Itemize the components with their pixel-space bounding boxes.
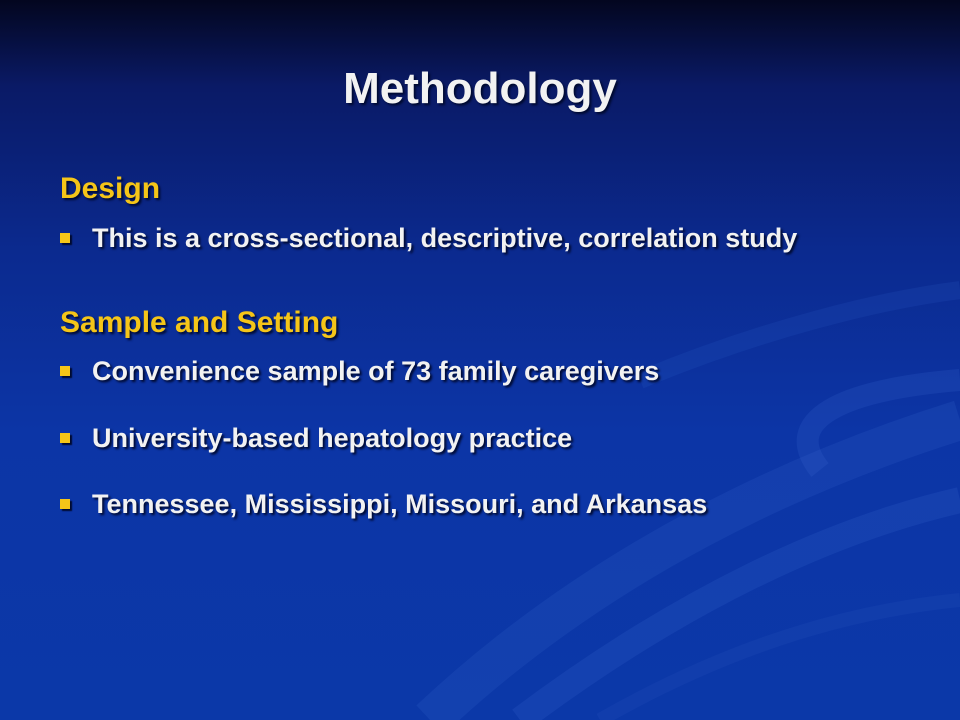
square-bullet-icon [60,366,70,376]
bullet-item [60,220,797,256]
bullet-text: Tennessee, Mississippi, Missouri, and Arkansas [92,488,708,519]
section-heading-design: Design [60,172,161,205]
square-bullet-icon [60,433,70,443]
bullet-item [60,486,707,522]
square-bullet-icon [60,499,70,509]
slide-title: Methodology [343,64,617,113]
section-heading-sample-setting: Sample and Setting [60,306,339,339]
bullet-text: University-based hepatology practice [92,422,573,453]
bullet-text: This is a cross-sectional, descriptive, correlation study [92,222,798,253]
bullet-text: Convenience sample of 73 family caregivers [92,355,660,386]
bullet-item [60,353,659,389]
square-bullet-icon [60,233,70,243]
bullet-item [60,420,572,456]
